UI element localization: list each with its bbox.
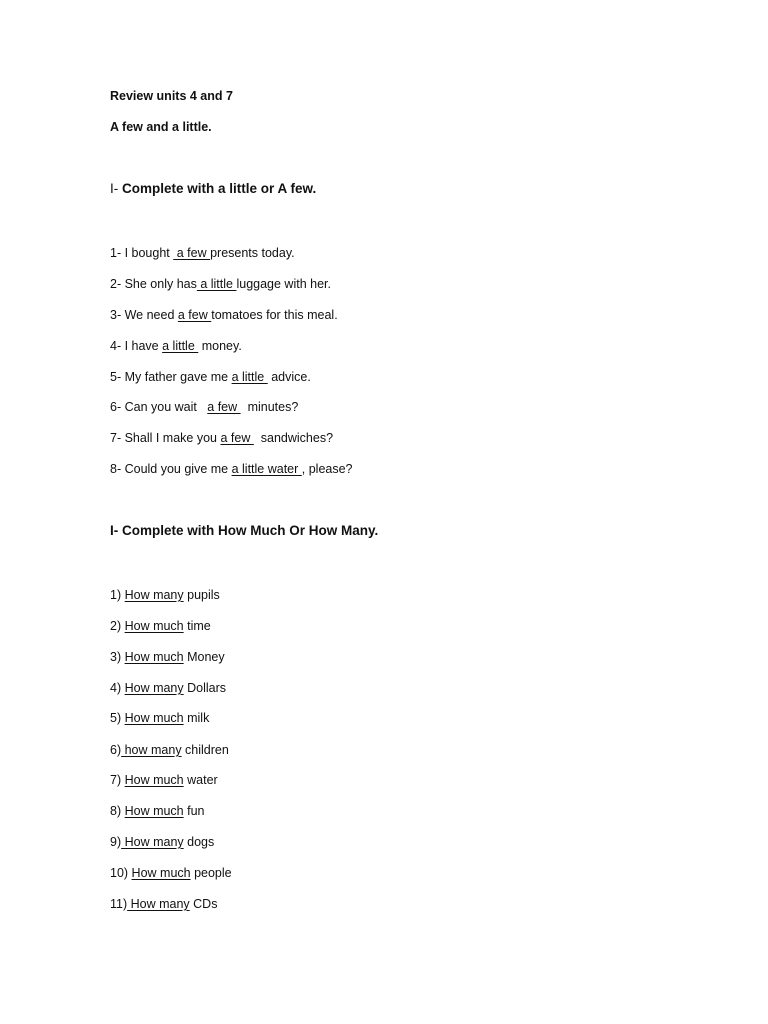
item-text: 2) — [110, 619, 125, 633]
item-text: people — [190, 866, 232, 880]
item-text: 6) — [110, 743, 122, 757]
item-text: Dollars — [183, 681, 227, 695]
item-answer: How many — [127, 897, 190, 911]
item-answer: a little water — [231, 462, 302, 476]
item-text: 3) — [110, 650, 125, 664]
item-text: 5) — [110, 711, 125, 725]
exercise-item — [110, 399, 298, 415]
item-answer: a little — [196, 277, 237, 291]
item-text: Money — [183, 650, 225, 664]
item-answer: How many — [124, 681, 184, 695]
item-text: luggage with her. — [236, 277, 331, 291]
item-text: 7- Shall I make you — [110, 431, 221, 445]
exercise-item — [110, 742, 229, 758]
section1-heading-text: Complete with a little or A few. — [118, 181, 317, 196]
item-text: pupils — [183, 588, 220, 602]
exercise-item — [110, 803, 205, 819]
item-text: 10) — [110, 866, 132, 880]
item-text: water — [183, 773, 218, 787]
item-text: 3- We need — [110, 308, 178, 322]
document-subtitle: A few and a little. — [110, 120, 212, 134]
item-text: 11) — [110, 897, 128, 911]
item-text: 4) — [110, 681, 125, 695]
exercise-item — [110, 461, 353, 477]
item-text: tomatoes for this meal. — [211, 308, 338, 322]
item-text: time — [183, 619, 211, 633]
item-text: money. — [198, 339, 242, 353]
exercise-item — [110, 245, 295, 261]
item-text: 6- Can you wait — [110, 400, 208, 414]
item-text: , please? — [301, 462, 353, 476]
item-answer: a little — [162, 339, 199, 353]
exercise-item — [110, 896, 217, 912]
item-text: 1) — [110, 588, 125, 602]
item-text: 1- I bought — [110, 246, 174, 260]
item-text: advice. — [267, 370, 311, 384]
exercise-item — [110, 307, 338, 323]
item-answer: How much — [131, 866, 191, 880]
item-text: 9) — [110, 835, 122, 849]
item-answer: How much — [124, 773, 184, 787]
item-text: CDs — [189, 897, 218, 911]
exercise-item — [110, 710, 209, 726]
item-text: minutes? — [240, 400, 299, 414]
exercise-item — [110, 834, 214, 850]
item-answer: a few — [173, 246, 211, 260]
item-text: 7) — [110, 773, 125, 787]
item-answer: How many — [121, 835, 184, 849]
item-answer: How much — [124, 650, 184, 664]
item-answer: How much — [124, 619, 184, 633]
item-answer: a few — [220, 431, 254, 445]
exercise-item — [110, 772, 218, 788]
item-answer: how many — [121, 743, 182, 757]
item-text: 4- I have — [110, 339, 163, 353]
item-answer: How much — [124, 711, 184, 725]
exercise-item — [110, 430, 333, 446]
exercise-item — [110, 680, 226, 696]
item-answer: How much — [124, 804, 184, 818]
exercise-item — [110, 338, 242, 354]
section1-heading — [110, 181, 316, 197]
item-text: 5- My father gave me — [110, 370, 232, 384]
item-answer: a few — [207, 400, 241, 414]
item-text: 2- She only has — [110, 277, 197, 291]
item-text: sandwiches? — [253, 431, 334, 445]
item-text: children — [181, 743, 229, 757]
item-answer: a little — [231, 370, 268, 384]
item-text: dogs — [183, 835, 215, 849]
exercise-item — [110, 587, 220, 603]
item-text: milk — [183, 711, 210, 725]
section2-heading: I- Complete with How Much Or How Many. — [110, 523, 379, 538]
exercise-item — [110, 865, 232, 881]
item-text: presents today. — [210, 246, 295, 260]
exercise-item — [110, 618, 211, 634]
item-text: 8) — [110, 804, 125, 818]
item-text: fun — [183, 804, 205, 818]
item-text: 8- Could you give me — [110, 462, 232, 476]
section1-prefix: I- — [110, 181, 119, 196]
item-answer: How many — [124, 588, 184, 602]
exercise-item — [110, 276, 331, 292]
item-answer: a few — [177, 308, 212, 322]
exercise-item — [110, 369, 311, 385]
document-title: Review units 4 and 7 — [110, 89, 233, 103]
exercise-item — [110, 649, 225, 665]
